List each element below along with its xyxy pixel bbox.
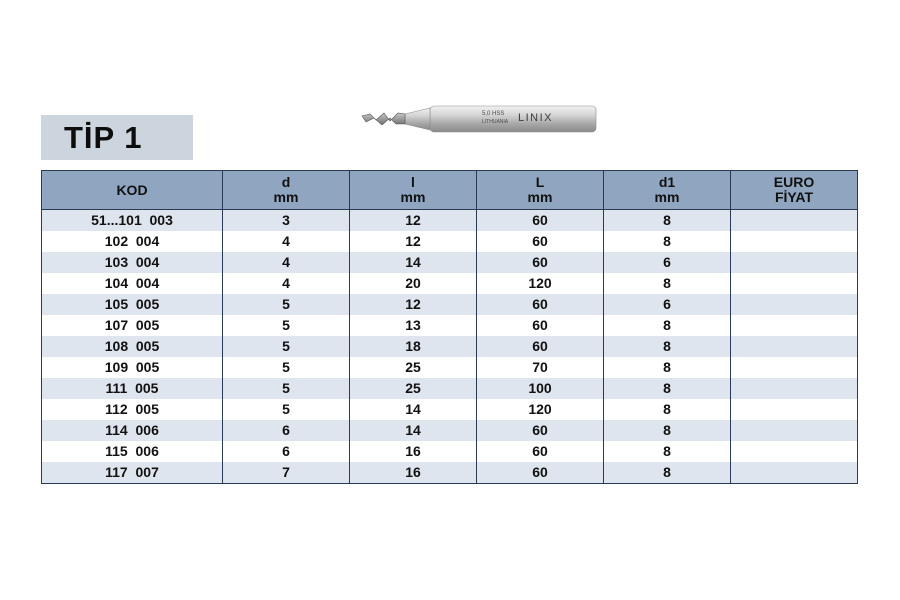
cell-fiyat [731,357,858,378]
cell-fiyat [731,420,858,441]
cell-l: 12 [350,210,477,232]
cell-kod: 115 006 [42,441,223,462]
cell-l: 60 [477,210,604,232]
cell-l: 20 [350,273,477,294]
cell-kod: 112 005 [42,399,223,420]
cell-l: 16 [350,462,477,484]
cell-l: 60 [477,252,604,273]
cell-fiyat [731,399,858,420]
cell-kod: 102 004 [42,231,223,252]
table-header-row [42,171,858,210]
cell-fiyat [731,336,858,357]
end-mill-tool-image [360,100,600,136]
cell-l: 60 [477,462,604,484]
cell-d: 5 [223,378,350,399]
cell-d1: 8 [604,273,731,294]
cell-l: 60 [477,231,604,252]
cell-d: 4 [223,252,350,273]
cell-l: 70 [477,357,604,378]
cell-d1: 8 [604,462,731,484]
cell-kod: 107 005 [42,315,223,336]
column-header-unit: mm [654,189,680,205]
cell-kod: 117 007 [42,462,223,484]
column-header-label: L [535,174,545,190]
table-row [42,210,858,232]
cell-d1: 8 [604,420,731,441]
cell-d1: 8 [604,357,731,378]
cell-l: 18 [350,336,477,357]
column-header-label: d1 [658,174,676,190]
cell-fiyat [731,273,858,294]
column-header-unit: mm [527,189,553,205]
cell-kod: 114 006 [42,420,223,441]
cell-d1: 8 [604,315,731,336]
cell-l: 100 [477,378,604,399]
cell-d: 5 [223,357,350,378]
cell-kod: 111 005 [42,378,223,399]
cell-d1: 8 [604,210,731,232]
column-header-kod [42,171,223,210]
cell-fiyat [731,252,858,273]
column-header-label: KOD [116,181,148,198]
cell-kod: 108 005 [42,336,223,357]
cell-d1: 6 [604,252,731,273]
table-row [42,252,858,273]
cell-l: 60 [477,294,604,315]
cell-l: 25 [350,357,477,378]
cell-d1: 8 [604,441,731,462]
tool-engraving-origin: LITHUANIA [482,119,509,125]
column-header-d [223,171,350,210]
cell-d: 5 [223,336,350,357]
tool-engraving-brand: LINIX [518,112,554,124]
cell-kod: 109 005 [42,357,223,378]
column-header-l [350,171,477,210]
cell-d1: 6 [604,294,731,315]
product-spec-table [41,170,858,484]
cell-fiyat [731,315,858,336]
title-box [41,115,193,160]
column-header-d1 [604,171,731,210]
cell-d: 3 [223,210,350,232]
cell-d1: 8 [604,336,731,357]
cell-l: 60 [477,315,604,336]
cell-l: 16 [350,441,477,462]
cell-l: 25 [350,378,477,399]
cell-kod: 104 004 [42,273,223,294]
cell-fiyat [731,441,858,462]
column-header-L [477,171,604,210]
cell-fiyat [731,294,858,315]
table-row [42,399,858,420]
table-row [42,420,858,441]
cell-kod: 103 004 [42,252,223,273]
cell-d: 6 [223,441,350,462]
cell-l: 120 [477,273,604,294]
cell-kod: 105 005 [42,294,223,315]
cell-d: 4 [223,273,350,294]
column-header-unit: mm [400,189,426,205]
cell-kod: 51...101 003 [42,210,223,232]
cell-d: 7 [223,462,350,484]
table-row [42,294,858,315]
cell-fiyat [731,210,858,232]
cell-d1: 8 [604,399,731,420]
cell-l: 14 [350,399,477,420]
cell-l: 120 [477,399,604,420]
cell-l: 12 [350,231,477,252]
table-row [42,231,858,252]
column-header-label: d [281,174,291,190]
cell-fiyat [731,231,858,252]
cell-d: 5 [223,399,350,420]
cell-d1: 8 [604,378,731,399]
table-body [42,210,858,484]
page-title: TİP 1 [64,119,143,155]
table-row [42,462,858,484]
cell-d: 6 [223,420,350,441]
cell-l: 14 [350,420,477,441]
table-row [42,378,858,399]
cell-d: 4 [223,231,350,252]
cell-l: 13 [350,315,477,336]
table-row [42,441,858,462]
cell-d: 5 [223,315,350,336]
table-row [42,315,858,336]
column-header-unit: FİYAT [774,189,814,205]
column-header-euro-fiyat [731,171,858,210]
table-row [42,336,858,357]
cell-l: 14 [350,252,477,273]
cell-fiyat [731,378,858,399]
cell-l: 60 [477,336,604,357]
cell-l: 12 [350,294,477,315]
cell-l: 60 [477,441,604,462]
column-header-label: EURO [773,174,815,190]
cell-d1: 8 [604,231,731,252]
tool-engraving-size: 5,0 HSS [482,111,505,117]
column-header-label: l [411,174,415,190]
cell-fiyat [731,462,858,484]
cell-l: 60 [477,420,604,441]
table-row [42,357,858,378]
cell-d: 5 [223,294,350,315]
column-header-unit: mm [273,189,299,205]
table-row [42,273,858,294]
